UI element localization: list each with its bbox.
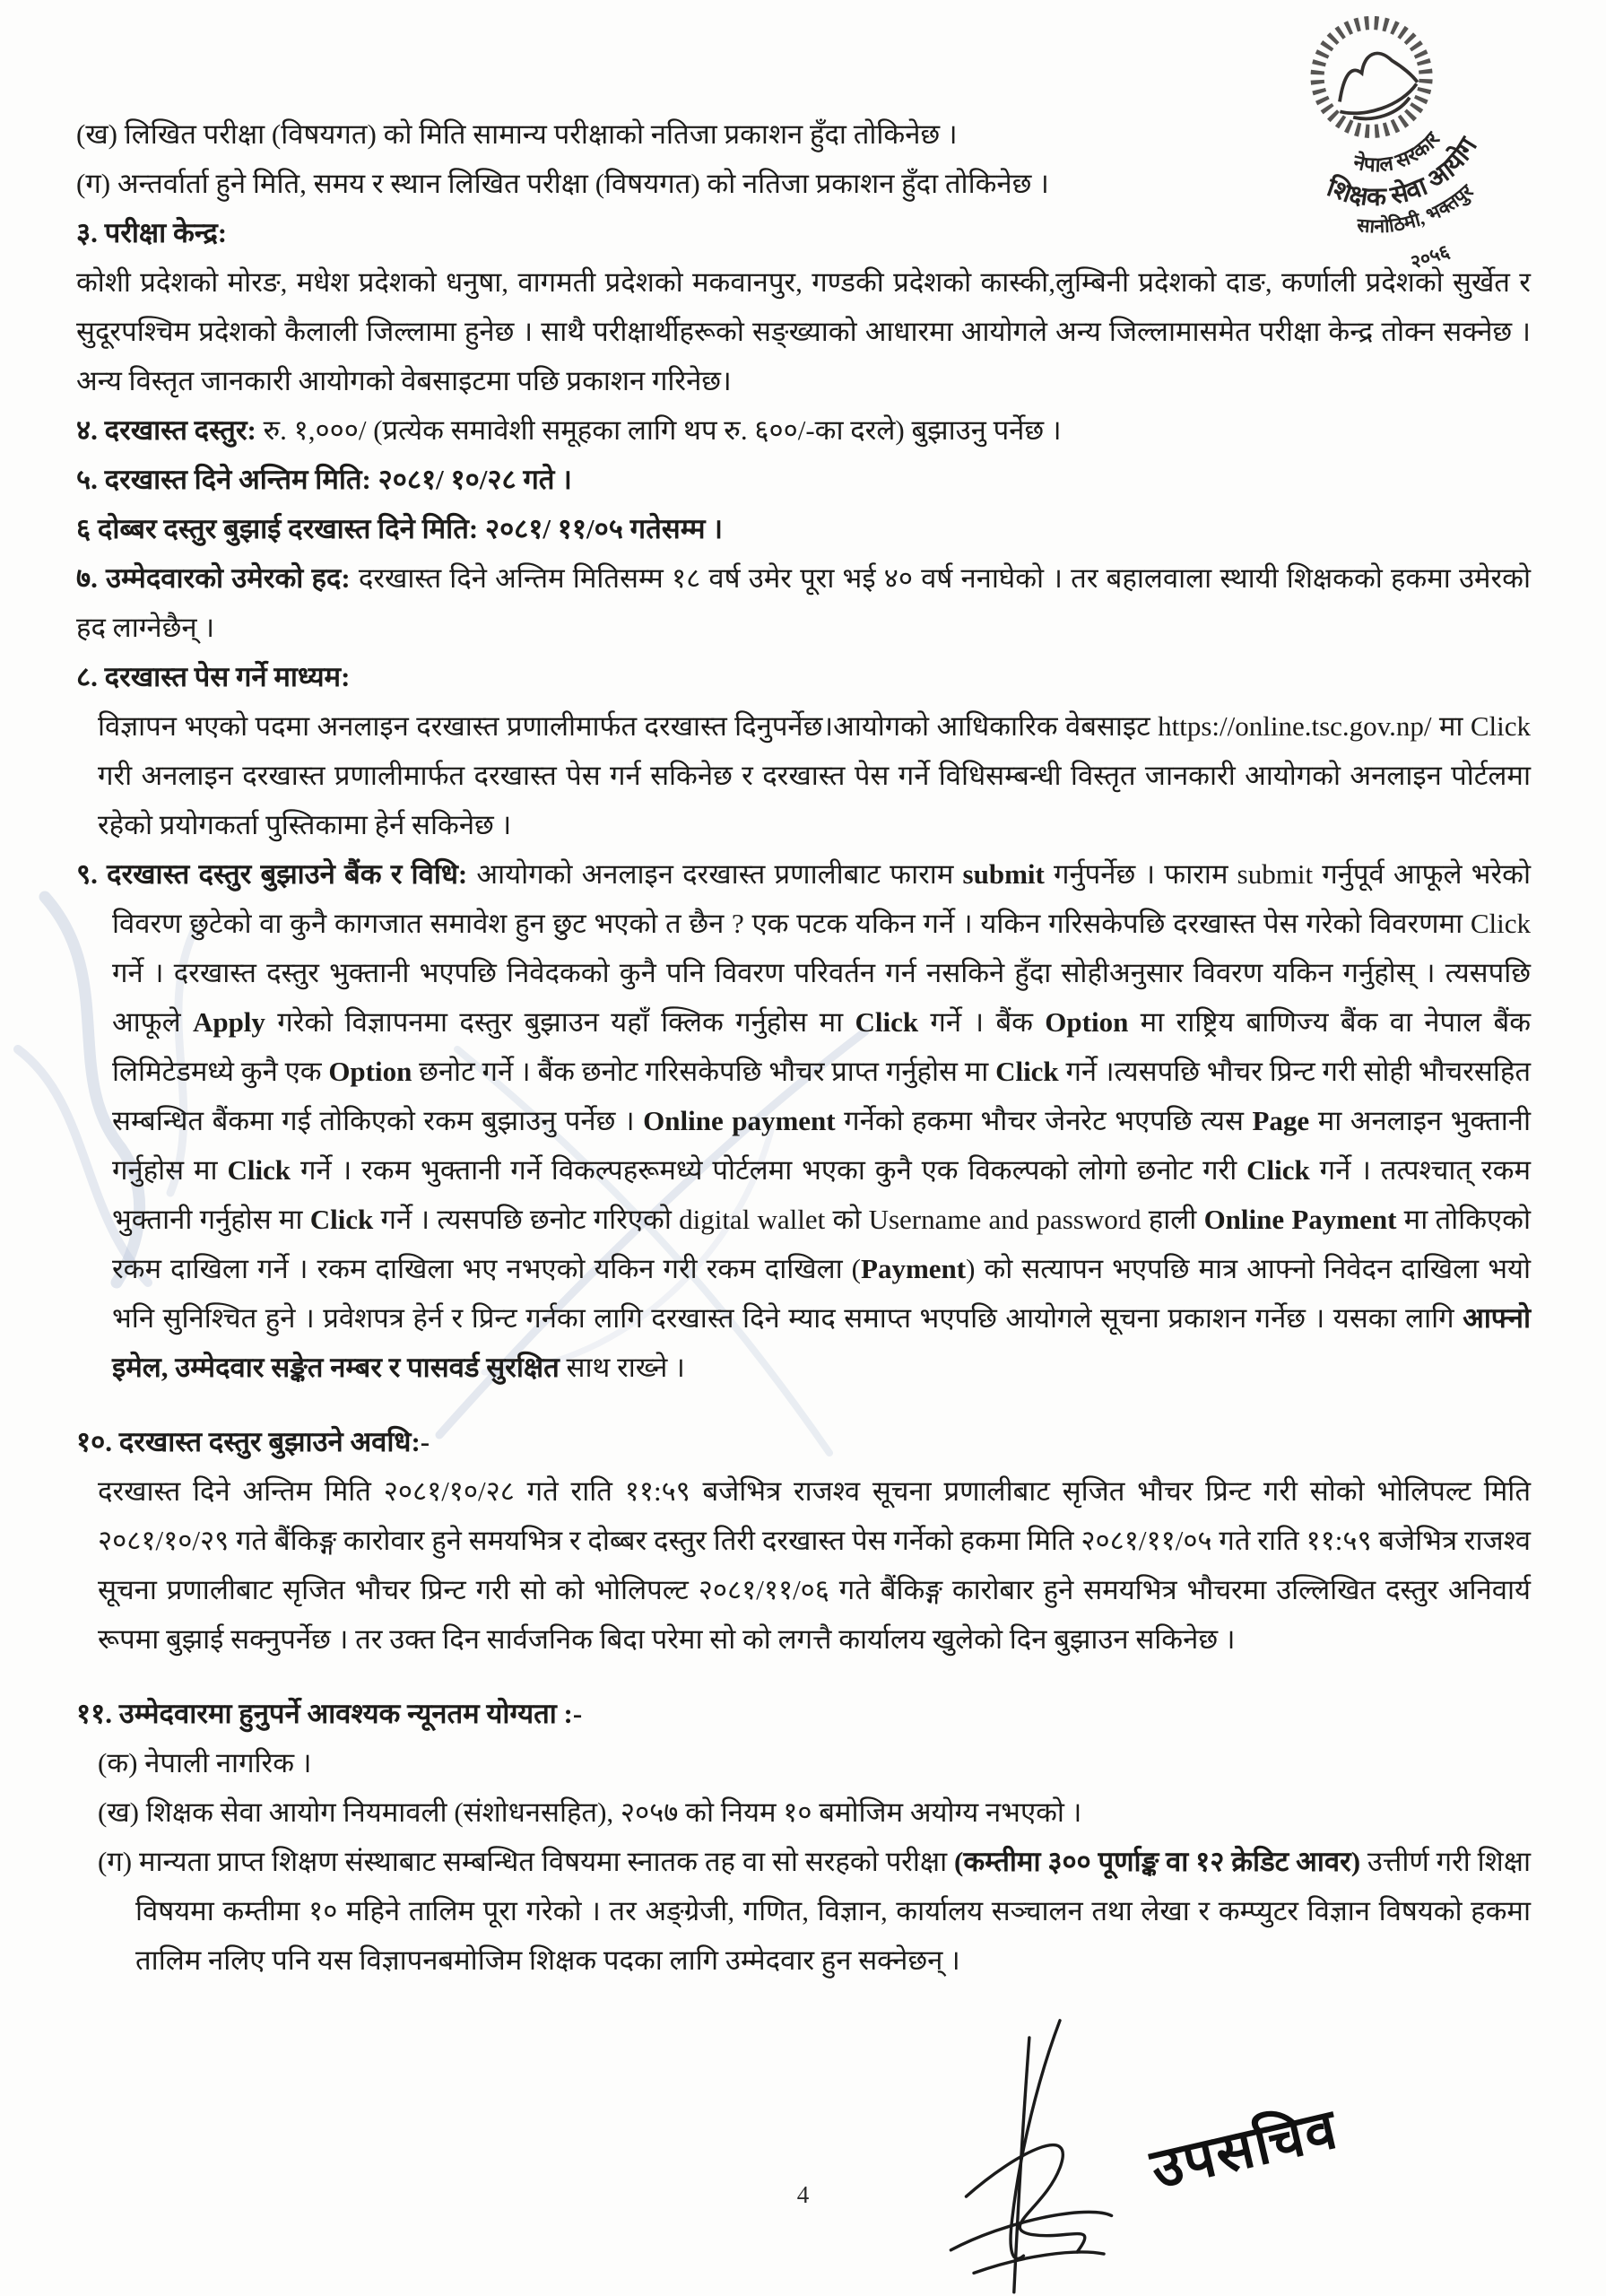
text-segment: Click	[309, 1204, 374, 1235]
text-segment: Username and password	[868, 1204, 1142, 1235]
signature-scribble	[906, 2009, 1157, 2296]
text-segment: गर्ने ।त्यसपछि भौचर प्रिन्ट गरी सोही भौचरसहित सम्बन्धित बैंकमा गई तोकिएको रकम बुझाउनु पर्नेछ ।	[112, 1056, 1531, 1136]
text-segment: मा	[1431, 710, 1471, 742]
text-segment: गर्ने । तत्पश्चात् रकम भुक्तानी गर्नुहोस मा	[112, 1154, 1531, 1235]
text-segment: मा तोकिएको रकम दाखिला गर्ने । रकम दाखिला भए नभएको यकिन गरी रकम दाखिला (	[112, 1204, 1531, 1284]
text-segment: १०. दरखास्त दस्तुर बुझाउने अवधि:-	[76, 1426, 430, 1457]
text-segment: गर्ने । दरखास्त दस्तुर भुक्तानी भएपछि निवेदकको कुनै पनि विवरण परिवर्तन गर्न नसकिने हुँदा सोहीअनुसार विवरण यकिन गर्नुहोस् । त्यसपछि आफूले	[112, 957, 1531, 1038]
item-3-body	[76, 257, 1531, 405]
text-segment: आयोगको अनलाइन दरखास्त प्रणालीबाट फाराम	[467, 858, 963, 890]
text-segment: गर्ने । त्यसपछि छनोट गरिएको	[373, 1204, 680, 1235]
text-segment: दरखास्त दिने अन्तिम मिति २०८१/१०/२८ गते राति ११:५९ बजेभित्र राजश्व सूचना प्रणालीबाट सृजित भौचर प्रिन्ट गरी सोको भोलिपल्ट मिति २०८१/१०/२९ गते बैंकिङ्ग कारोवार हुने समयभित्र र दोब्बर दस्तुर तिरी दरखास्त पेस गर्नेको हकमा मिति २०८१/११/०५ गते राति ११:५९ बजेभित्र राजश्व सूचना प्रणालीबाट सृजित भौचर प्रिन्ट गरी सो को भोलिपल्ट २०८१/११/०६ गते बैंकिङ्ग कारोबार हुने समयभित्र भौचरमा उल्लिखित दस्तुर अनिवार्य रूपमा बुझाई सक्नुपर्नेछ । तर उक्त दिन सार्वजनिक बिदा परेमा सो को लगत्तै कार्यालय खुलेको दिन बुझाउन सकिनेछ ।	[98, 1475, 1531, 1655]
item-3-heading	[76, 208, 1531, 257]
text-segment: गर्ने । बैंक	[918, 1006, 1046, 1038]
text-segment: ११. उम्मेदवारमा हुनुपर्ने आवश्यक न्यूनतम योग्यता :-	[76, 1698, 583, 1729]
text-segment: Click	[1470, 908, 1531, 939]
text-segment: Online payment	[643, 1105, 836, 1136]
item-10-heading	[76, 1417, 1531, 1466]
item-11-ka	[76, 1738, 1531, 1787]
text-segment: कोशी प्रदेशको मोरङ, मधेश प्रदेशको धनुषा, वागमती प्रदेशको मकवानपुर, गण्डकी प्रदेशको कास्की,लुम्बिनी प्रदेशको दाङ, कर्णाली प्रदेशको सुर्खेत र सुदूरपश्चिम प्रदेशको कैलाली जिल्लामा हुनेछ । साथै परीक्षार्थीहरूको सङ्ख्याको आधारमा आयोगले अन्य जिल्लामासमेत परीक्षा केन्द्र तोक्न सक्नेछ । अन्य विस्तृत जानकारी आयोगको वेबसाइटमा पछि प्रकाशन गरिनेछ।	[76, 266, 1531, 396]
text-segment: submit	[962, 858, 1045, 890]
text-segment: हाली	[1141, 1204, 1204, 1235]
page-number: 4	[796, 2181, 810, 2208]
item-11-kha	[76, 1787, 1531, 1837]
text-segment: (कम्तीमा ३०० पूर्णाङ्क वा १२ क्रेडिट आवर)	[954, 1846, 1361, 1877]
seal-line-government: नेपाल सरकार	[1351, 127, 1445, 177]
website-url: https://online.tsc.gov.np/	[1158, 710, 1432, 742]
item-8-heading	[76, 652, 1531, 701]
text-segment: गर्नुपर्नेछ । फाराम	[1044, 858, 1237, 890]
text-segment: ५. दरखास्त दिने अन्तिम मिति: २०८१/ १०/२८ गते ।	[76, 464, 572, 495]
clause-kha	[76, 109, 1531, 159]
text-segment: digital wallet	[679, 1204, 826, 1235]
text-segment: दरखास्त दिने अन्तिम मितिसम्म १८ वर्ष उमेर पूरा भई ४० वर्ष ननाघेको । तर बहालवाला स्थायी शिक्षकको हकमा उमेरको हद लाग्नेछैन् ।	[76, 562, 1531, 643]
text-segment: Click	[1246, 1154, 1310, 1186]
text-segment: submit	[1237, 858, 1314, 890]
text-segment: (ख) शिक्षक सेवा आयोग नियमावली (संशोधनसहित), २०५७ को नियम १० बमोजिम अयोग्य नभएको ।	[98, 1796, 1082, 1828]
text-segment: (क) नेपाली नागरिक ।	[98, 1747, 312, 1779]
item-7	[76, 553, 1531, 652]
text-segment: Option	[328, 1056, 412, 1087]
text-segment: उत्तीर्ण गरी शिक्षा विषयमा कम्तीमा १० महिने तालिम पूरा गरेको । तर अङ्ग्रेजी, गणित, विज्ञान, कार्यालय सञ्चालन तथा लेखा र कम्प्युटर विज्ञान विषयको हकमा तालिम नलिए पनि यस विज्ञापनबमोजिम शिक्षक पदका लागि उम्मेदवार हुन सक्नेछन् ।	[135, 1846, 1531, 1976]
text-segment: गर्नुपूर्व आफूले भरेको विवरण छुटेको वा कुनै कागजात समावेश हुन छुट भएको त छैन ? एक पटक यकिन गर्ने । यकिन गरिसकेपछि दरखास्त पेस गरेको विवरणमा	[112, 858, 1531, 939]
text-segment: (ख) लिखित परीक्षा (विषयगत) को मिति सामान्य परीक्षाको नतिजा प्रकाशन हुँदा तोकिनेछ ।	[76, 118, 958, 150]
text-segment: गर्ने । रकम भुक्तानी गर्ने विकल्पहरूमध्ये पोर्टलमा भएका कुनै एक विकल्पको लोगो छनोट गरी	[291, 1154, 1247, 1186]
text-segment: Payment	[861, 1253, 967, 1284]
text-segment: ३. परीक्षा केन्द्र:	[76, 217, 228, 248]
item-5	[76, 455, 1531, 504]
text-segment: Click	[855, 1006, 919, 1038]
text-segment: विज्ञापन भएको पदमा अनलाइन दरखास्त प्रणालीमार्फत दरखास्त दिनुपर्नेछ।आयोगको आधिकारिक वेबसाइट	[98, 710, 1159, 742]
text-segment: साथ राख्ने ।	[559, 1352, 685, 1383]
seal-year: २०५६	[1408, 240, 1453, 274]
text-segment: Apply	[192, 1006, 265, 1038]
item-6	[76, 504, 1531, 553]
seal-line-commission: शिक्षक सेवा आयोग	[1323, 132, 1483, 212]
text-segment: आफ्नो इमेल, उम्मेदवार सङ्केत नम्बर र पासवर्ड सुरक्षित	[112, 1302, 1531, 1383]
text-segment: Option	[1045, 1006, 1129, 1038]
seal-line-address: सानोठिमी, भक्तपुर	[1356, 180, 1478, 238]
text-segment: मा अनलाइन भुक्तानी गर्नुहोस मा	[112, 1105, 1531, 1186]
text-segment: Online Payment	[1203, 1204, 1397, 1235]
text-segment: (ग) अन्तर्वार्ता हुने मिति, समय र स्थान लिखित परीक्षा (विषयगत) को नतिजा प्रकाशन हुँदा तोकिनेछ ।	[76, 168, 1049, 199]
text-segment: Click	[1470, 710, 1531, 742]
text-segment: गरेको विज्ञापनमा दस्तुर बुझाउन यहाँ क्लिक गर्नुहोस मा	[265, 1006, 855, 1038]
item-11-heading	[76, 1689, 1531, 1738]
item-11-ga	[76, 1837, 1531, 1985]
signatory-title-stamp: उपसचिव	[1145, 2099, 1344, 2201]
text-segment: ) को सत्यापन भएपछि मात्र आफ्नो निवेदन दाखिला भयो भनि सुनिश्चित हुने । प्रवेशपत्र हेर्न र प्रिन्ट गर्नका लागि दरखास्त दिने म्याद समाप्त भएपछि आयोगले सूचना प्रकाशन गर्नेछ । यसका लागि	[112, 1253, 1531, 1334]
text-segment: ७. उम्मेदवारको उमेरको हद:	[76, 562, 351, 594]
clause-ga	[76, 159, 1531, 208]
text-segment: मा राष्ट्रिय बाणिज्य बैंक वा नेपाल बैंक लिमिटेडमध्ये कुनै एक	[112, 1006, 1531, 1087]
item-10-body	[76, 1466, 1531, 1664]
text-segment: ४. दरखास्त दस्तुर:	[76, 414, 256, 446]
text-segment: Click	[227, 1154, 291, 1186]
text-segment: Click	[995, 1056, 1059, 1087]
text-segment: ६ दोब्बर दस्तुर बुझाई दरखास्त दिने मिति: २०८१/ ११/०५ गतेसम्म ।	[76, 513, 724, 544]
document-body	[76, 109, 1531, 1985]
text-segment: ९. दरखास्त दस्तुर बुझाउने बैंक र विधि:	[76, 858, 468, 890]
text-segment: गरी अनलाइन दरखास्त प्रणालीमार्फत दरखास्त पेस गर्न सकिनेछ र दरखास्त पेस गर्ने विधिसम्बन्धी विस्तृत जानकारी आयोगको अनलाइन पोर्टलमा रहेको प्रयोगकर्ता पुस्तिकामा हेर्न सकिनेछ ।	[98, 760, 1531, 840]
text-segment: (ग) मान्यता प्राप्त शिक्षण संस्थाबाट सम्बन्धित विषयमा स्नातक तह वा सो सरहको परीक्षा	[98, 1846, 954, 1877]
text-segment: रु. १,०००/ (प्रत्येक समावेशी समूहका लागि थप रु. ६००/-का दरले) बुझाउनु पर्नेछ ।	[256, 414, 1062, 446]
text-segment: गर्नेको हकमा भौचर जेनरेट भएपछि त्यस	[835, 1105, 1253, 1136]
item-8-body	[76, 701, 1531, 849]
text-segment: Page	[1252, 1105, 1310, 1136]
text-segment: ८. दरखास्त पेस गर्ने माध्यम:	[76, 661, 351, 692]
item-9	[76, 849, 1531, 1392]
text-segment: को	[825, 1204, 869, 1235]
mountain-icon	[1329, 44, 1418, 107]
item-4	[76, 405, 1531, 455]
text-segment: छनोट गर्ने । बैंक छनोट गरिसकेपछि भौचर प्राप्त गर्नुहोस मा	[412, 1056, 996, 1087]
